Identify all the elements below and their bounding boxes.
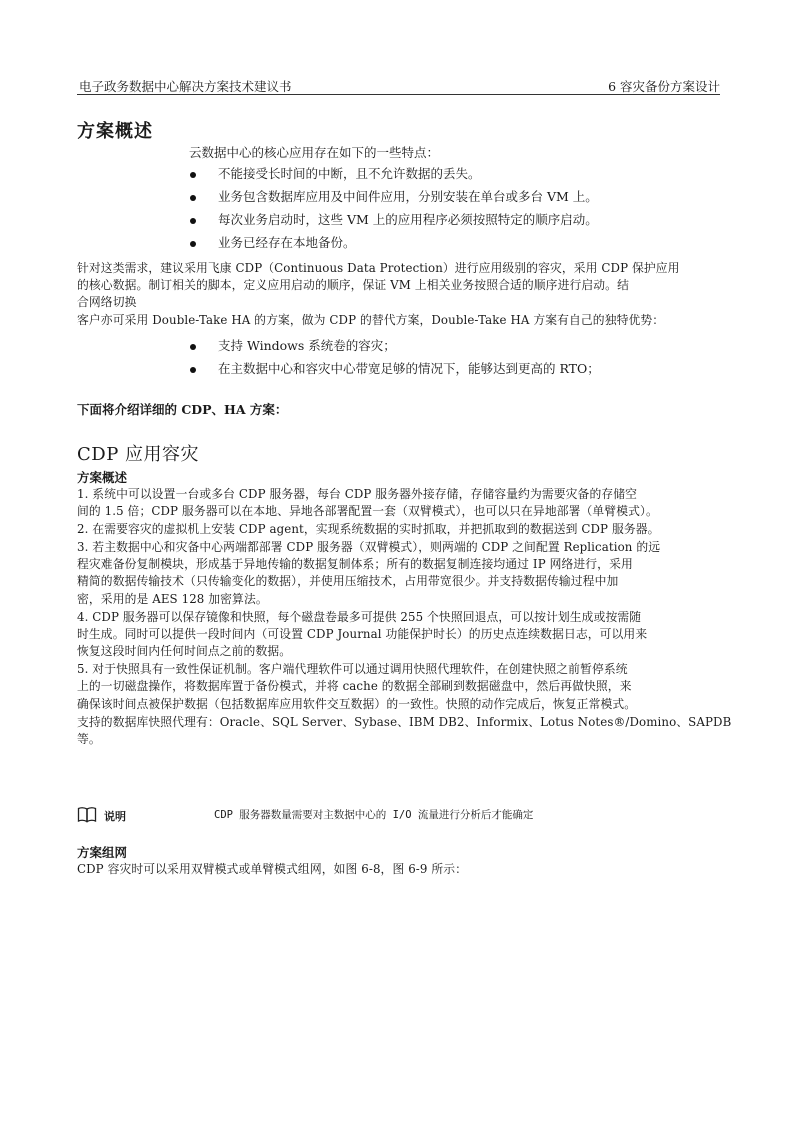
section-title-cdp: CDP 应用容灾 [77, 444, 200, 465]
network-text: CDP 容灾时可以采用双臂模式或单臂模式组网，如图 6-8，图 6-9 所示： [77, 862, 468, 876]
bullet-dot [190, 241, 196, 247]
para-line: 针对这类需求，建议采用飞康 CDP（Continuous Data Protection）进行应用级别的容灾，采用 CDP 保护应用 [77, 261, 680, 275]
bullet-item: 业务包含数据库应用及中间件应用，分别安装在单台或多台 VM 上。 [218, 189, 598, 204]
body-line: 3. 若主数据中心和灾备中心两端都部署 CDP 服务器（双臂模式），则两端的 CDP 之间配置 Replication 的远 [77, 540, 661, 554]
body-line: 2. 在需要容灾的虚拟机上安装 CDP agent，实现系统数据的实时抓取，并把抓取到的数据送到 CDP 服务器。 [77, 522, 660, 536]
body-line: 精简的数据传输技术（只传输变化的数据），并使用压缩技术，占用带宽很少。并支持数据传输过程中加 [77, 574, 619, 588]
header-chapter: 6 容灾备份方案设计 [608, 79, 720, 94]
subheading-network: 方案组网 [77, 845, 128, 860]
transition-text: 下面将介绍详细的 CDP、HA 方案： [77, 402, 288, 417]
body-line: 确保该时间点被保护数据（包括数据库应用软件交互数据）的一致性。快照的动作完成后，恢复正常模式。 [77, 697, 637, 711]
page-header [77, 80, 720, 95]
bullet-dot [190, 344, 196, 350]
bullet-item: 每次业务启动时，这些 VM 上的应用程序必须按照特定的顺序启动。 [218, 212, 598, 227]
bullet-dot [190, 172, 196, 178]
para-line: 合网络切换 [77, 295, 137, 309]
bullet-item: 业务已经存在本地备份。 [218, 235, 356, 250]
body-line: 恢复这段时间内任何时间点之前的数据。 [77, 644, 292, 658]
section-title-overview: 方案概述 [77, 121, 153, 142]
note-text: CDP 服务器数量需要对主数据中心的 I/O 流量进行分析后才能确定 [214, 809, 534, 821]
book-icon [77, 806, 97, 823]
body-line: 间的 1.5 倍；CDP 服务器可以在本地、异地各部署配置一套（双臂模式），也可以只在异地部署（单臂模式）。 [77, 504, 658, 518]
subheading-overview: 方案概述 [77, 470, 128, 485]
body-line: 5. 对于快照具有一致性保证机制。客户端代理软件可以通过调用快照代理软件，在创建快照之前暂停系统 [77, 662, 628, 676]
body-line: 程灾难备份复制模块，形成基于异地传输的数据复制体系；所有的数据复制连接均通过 IP 网络进行，采用 [77, 557, 633, 571]
bullet-dot [190, 195, 196, 201]
body-line: 支持的数据库快照代理有：Oracle、SQL Server、Sybase、IBM DB2、Informix、Lotus Notes®/Domino、SAPDB [77, 715, 732, 729]
bullet-item: 不能接受长时间的中断，且不允许数据的丢失。 [218, 166, 481, 181]
body-line: 密，采用的是 AES 128 加密算法。 [77, 592, 268, 606]
body-line: 时生成。同时可以提供一段时间内（可设置 CDP Journal 功能保护时长）的历史点连续数据日志，可以用来 [77, 627, 648, 641]
intro-text: 云数据中心的核心应用存在如下的一些特点： [189, 145, 440, 160]
note-label: 说明 [104, 810, 126, 823]
header-doc-title: 电子政务数据中心解决方案技术建议书 [79, 79, 292, 94]
bullet-item: 支持 Windows 系统卷的容灾； [218, 338, 396, 353]
bullet-dot [190, 367, 196, 373]
bullet-dot [190, 218, 196, 224]
para-line: 客户亦可采用 Double-Take HA 的方案，做为 CDP 的替代方案，Double-Take HA 方案有自己的独特优势： [77, 313, 665, 327]
body-line: 等。 [77, 732, 101, 746]
body-line: 1. 系统中可以设置一台或多台 CDP 服务器，每台 CDP 服务器外接存储，存储容量约为需要灾备的存储空 [77, 487, 638, 501]
para-line: 的核心数据。制订相关的脚本，定义应用启动的顺序，保证 VM 上相关业务按照合适的顺序进行启动。结 [77, 278, 629, 292]
bullet-item: 在主数据中心和容灾中心带宽足够的情况下，能够达到更高的 RTO； [218, 361, 600, 376]
body-line: 4. CDP 服务器可以保存镜像和快照，每个磁盘卷最多可提供 255 个快照回退点，可以按计划生成或按需随 [77, 610, 642, 624]
body-line: 上的一切磁盘操作，将数据库置于备份模式，并将 cache 的数据全部刷到数据磁盘中，然后再做快照，来 [77, 679, 632, 693]
